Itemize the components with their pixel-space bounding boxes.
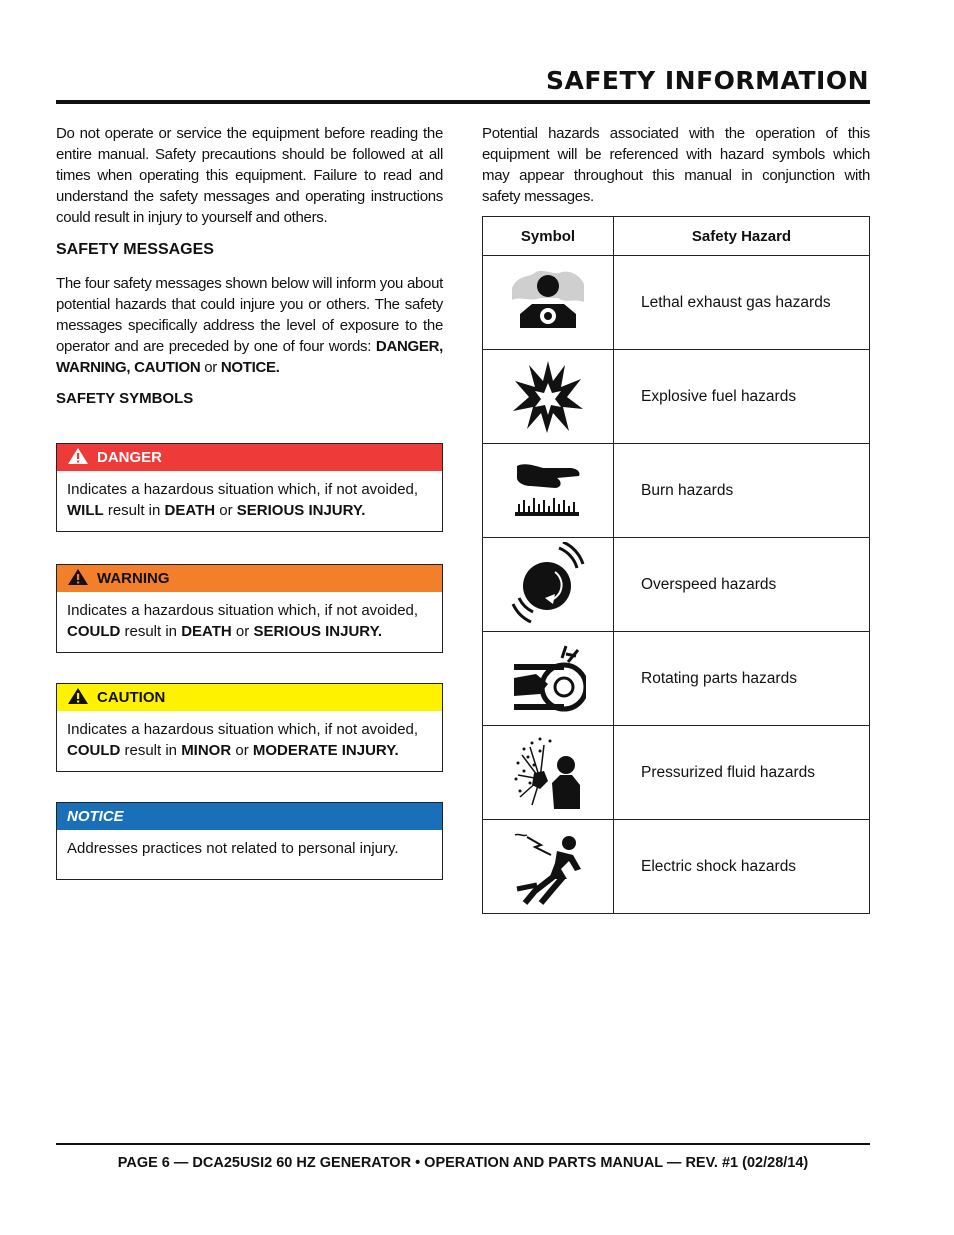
message-words-or: or	[200, 359, 221, 376]
table-row	[483, 538, 870, 632]
warning-header	[57, 565, 442, 592]
caution-header	[57, 684, 442, 711]
hazard-label: Rotating parts hazards	[614, 632, 870, 726]
message-word-notice: NOTICE.	[220, 359, 280, 376]
safety-messages-heading: SAFETY MESSAGES	[56, 241, 214, 258]
notice-header	[57, 803, 442, 830]
table-row	[483, 350, 870, 444]
overspeed-icon	[511, 542, 585, 628]
table-header-row	[483, 217, 870, 256]
hazard-intro-paragraph: Potential hazards associated with the operation of this equipment will be referenced with hazard symbols which may appear throughout this manual in conjunction with safety messages.	[482, 125, 870, 205]
electric-shock-icon	[511, 829, 585, 905]
safety-messages-text: The four safety messages shown below will inform you about potential hazards that could injure you or others. The safety messages specifically address the level of exposure to the operator and are preceded by one of four words:	[56, 275, 443, 355]
hazard-label: Pressurized fluid hazards	[614, 726, 870, 820]
column-header-hazard: Safety Hazard	[614, 217, 870, 256]
symbol-cell	[483, 632, 614, 726]
table-row	[483, 726, 870, 820]
rotating-parts-icon	[510, 644, 586, 714]
burn-hand-icon	[511, 456, 585, 526]
hazard-label: Lethal exhaust gas hazards	[614, 256, 870, 350]
caution-text: Indicates a hazardous situation which, if not avoided, COULD result in MINOR or MODERATE INJURY.	[67, 721, 419, 759]
danger-label: DANGER	[97, 449, 163, 466]
danger-header	[57, 444, 442, 471]
safety-symbols-heading: SAFETY SYMBOLS	[56, 390, 194, 407]
notice-message-box	[56, 802, 443, 880]
table-row	[483, 444, 870, 538]
left-column	[56, 123, 443, 857]
hazard-label: Explosive fuel hazards	[614, 350, 870, 444]
warning-label: WARNING	[97, 570, 170, 587]
right-column	[482, 123, 870, 875]
page-footer: PAGE 6 — DCA25USI2 60 HZ GENERATOR • OPERATION AND PARTS MANUAL — REV. #1 (02/28/14)	[117, 1155, 809, 1171]
danger-message-box	[56, 443, 443, 532]
symbol-cell	[483, 444, 614, 538]
warning-triangle-icon	[67, 568, 89, 590]
page-title: SAFETY INFORMATION	[546, 66, 869, 95]
exhaust-gas-icon	[510, 268, 586, 338]
symbol-cell	[483, 350, 614, 444]
symbol-cell	[483, 726, 614, 820]
caution-label: CAUTION	[97, 689, 166, 706]
hazard-table	[482, 216, 870, 914]
hazard-label: Burn hazards	[614, 444, 870, 538]
column-header-symbol: Symbol	[483, 217, 614, 256]
hazard-label: Electric shock hazards	[614, 820, 870, 914]
notice-text: Addresses practices not related to personal injury.	[67, 840, 399, 857]
symbol-cell	[483, 256, 614, 350]
warning-text: Indicates a hazardous situation which, if not avoided, COULD result in DEATH or SERIOUS INJURY.	[67, 602, 419, 640]
explosion-icon	[511, 359, 585, 435]
symbol-cell	[483, 820, 614, 914]
danger-text: Indicates a hazardous situation which, if not avoided, WILL result in DEATH or SERIOUS INJURY.	[67, 481, 419, 519]
warning-message-box	[56, 564, 443, 653]
hazard-label: Overspeed hazards	[614, 538, 870, 632]
notice-label: NOTICE	[67, 808, 124, 825]
safety-messages-paragraph	[56, 273, 443, 378]
header-rule	[56, 100, 870, 104]
intro-paragraph: Do not operate or service the equipment before reading the entire manual. Safety precautions should be followed at all times when operating this equipment. Failure to read and understand the safety messages and operating instructions could result in injury to yourself and others.	[56, 125, 443, 226]
caution-message-box	[56, 683, 443, 772]
warning-triangle-icon	[67, 687, 89, 709]
message-words: DANGER, WARNING, CAUTION	[56, 338, 443, 376]
symbol-cell	[483, 538, 614, 632]
table-row	[483, 820, 870, 914]
pressurized-fluid-icon	[510, 735, 586, 811]
table-row	[483, 256, 870, 350]
warning-triangle-icon	[67, 447, 89, 469]
table-row	[483, 632, 870, 726]
footer-rule	[56, 1143, 870, 1145]
